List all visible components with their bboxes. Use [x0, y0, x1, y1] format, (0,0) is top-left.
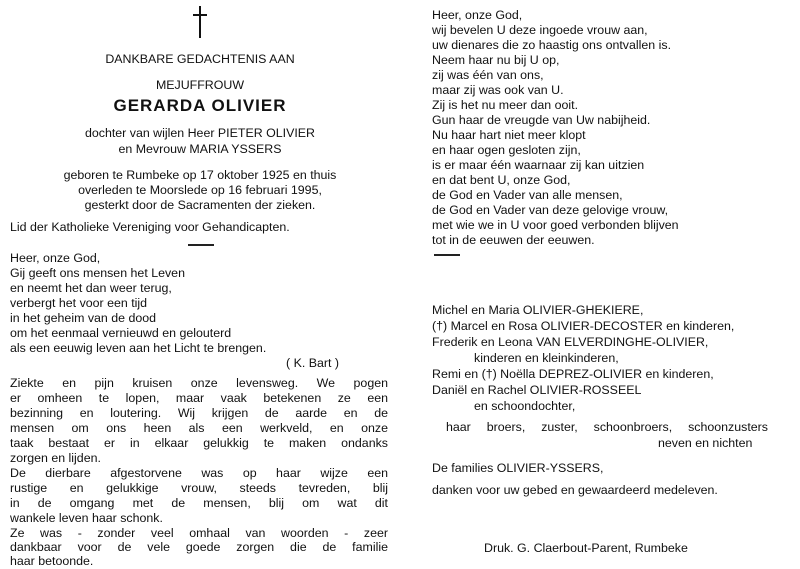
prayer-line: uw dienares die zo haastig ons ontvallen is. [432, 38, 672, 52]
right-panel [400, 0, 800, 569]
family-line: Daniël en Rachel OLIVIER-ROSSEEL [432, 383, 642, 397]
parents-line: en Mevrouw MARIA YSSERS [118, 142, 282, 156]
birth-line: overleden te Moorslede op 16 februari 1995, [78, 183, 322, 197]
prayer-line: maar zij was ook van U. [432, 83, 564, 97]
prayer-line: Heer, onze God, [432, 8, 523, 22]
poem-line: in het geheim van de dood [10, 311, 157, 325]
prayer-line: de God en Vader van alle mensen, [432, 188, 623, 202]
poem-line: verbergt het voor een tijd [10, 296, 148, 310]
prayer-line: is er maar één waarnaar zij kan uitzien [432, 158, 645, 172]
prayer-line: en dat bent U, onze God, [432, 173, 571, 187]
prayer-line: wij bevelen U deze ingoede vrouw aan, [432, 23, 648, 37]
divider [434, 254, 460, 256]
prayer-line: met wie we in U voor goed verbonden blijven [432, 218, 679, 232]
paragraph-line: haar betoonde. [10, 554, 94, 568]
poem-line: Gij geeft ons mensen het Leven [10, 266, 185, 280]
paragraph-line: mensen om ons heen als een werkveld, en onze [10, 421, 388, 435]
prayer-line: zij was één van ons, [432, 68, 544, 82]
prayer-line: de God en Vader van deze gelovige vrouw, [432, 203, 669, 217]
paragraph-line: De dierbare afgestorvene was op haar wijze een [10, 466, 388, 480]
prayer-line: tot in de eeuwen der eeuwen. [432, 233, 595, 247]
paragraph-line: Ziekte en pijn kruisen onze levensweg. We pogen [10, 376, 388, 390]
siblings-line: neven en nichten [658, 436, 753, 450]
poem-line: om het eenmaal vernieuwd en gelouterd [10, 326, 232, 340]
honorific: MEJUFFROUW [155, 78, 245, 92]
poem-line: als een eeuwig leven aan het Licht te brengen. [10, 341, 267, 355]
families-line: De families OLIVIER-YSSERS, [432, 461, 604, 475]
paragraph-line: rustige en gelukkige vrouw, steeds tevreden, blij [10, 481, 388, 495]
cross-icon [188, 6, 212, 40]
family-line: Michel en Maria OLIVIER-GHEKIERE, [432, 303, 644, 317]
poem-author: ( K. Bart ) [286, 356, 340, 370]
prayer-line: Zij is het nu meer dan ooit. [432, 98, 579, 112]
family-line: Remi en (†) Noëlla DEPREZ-OLIVIER en kinderen, [432, 367, 714, 381]
printer-credit: Druk. G. Claerbout-Parent, Rumbeke [484, 541, 688, 555]
family-line: (†) Marcel en Rosa OLIVIER-DECOSTER en kinderen, [432, 319, 735, 333]
siblings-line: haar broers, zuster, schoonbroers, schoonzusters [446, 420, 768, 434]
paragraph-line: dankbaar voor de vele goede zorgen die de familie [10, 540, 388, 554]
prayer-line: Neem haar nu bij U op, [432, 53, 560, 67]
prayer-line: Gun haar de vreugde van Uw nabijheid. [432, 113, 651, 127]
paragraph-line: er omheen te lopen, maar vaak betekenen ze een [10, 391, 388, 405]
family-line: en schoondochter, [474, 399, 576, 413]
poem-line: Heer, onze God, [10, 251, 101, 265]
parents-line: dochter van wijlen Heer PIETER OLIVIER [84, 126, 315, 140]
birth-line: gesterkt door de Sacramenten der zieken. [84, 198, 316, 212]
paragraph-line: bezinning en loutering. Wij krijgen de aarde en de [10, 406, 388, 420]
poem-line: en neemt het dan weer terug, [10, 281, 172, 295]
paragraph-line: in de omgang met de mensen, blij om wat dit [10, 496, 388, 510]
divider [188, 244, 214, 246]
deceased-name: GERARDA OLIVIER [113, 96, 287, 115]
prayer-line: en haar ogen gesloten zijn, [432, 143, 581, 157]
paragraph-line: taak bestaat er in elkaar gelukkig te maken ondanks [10, 436, 388, 450]
membership: Lid der Katholieke Vereniging voor Gehandicapten. [10, 220, 290, 234]
family-line: kinderen en kleinkinderen, [474, 351, 619, 365]
paragraph-line: Ze was - zonder veel omhaal van woorden - zeer [10, 526, 388, 540]
thanks-line: danken voor uw gebed en gewaardeerd medeleven. [432, 483, 718, 497]
heading: DANKBARE GEDACHTENIS AAN [105, 52, 295, 66]
paragraph-line: wankele leven haar schonk. [10, 511, 163, 525]
prayer-line: Nu haar hart niet meer klopt [432, 128, 586, 142]
birth-line: geboren te Rumbeke op 17 oktober 1925 en thuis [63, 168, 337, 182]
family-line: Frederik en Leona VAN ELVERDINGHE-OLIVIER, [432, 335, 709, 349]
paragraph-line: zorgen en lijden. [10, 451, 101, 465]
